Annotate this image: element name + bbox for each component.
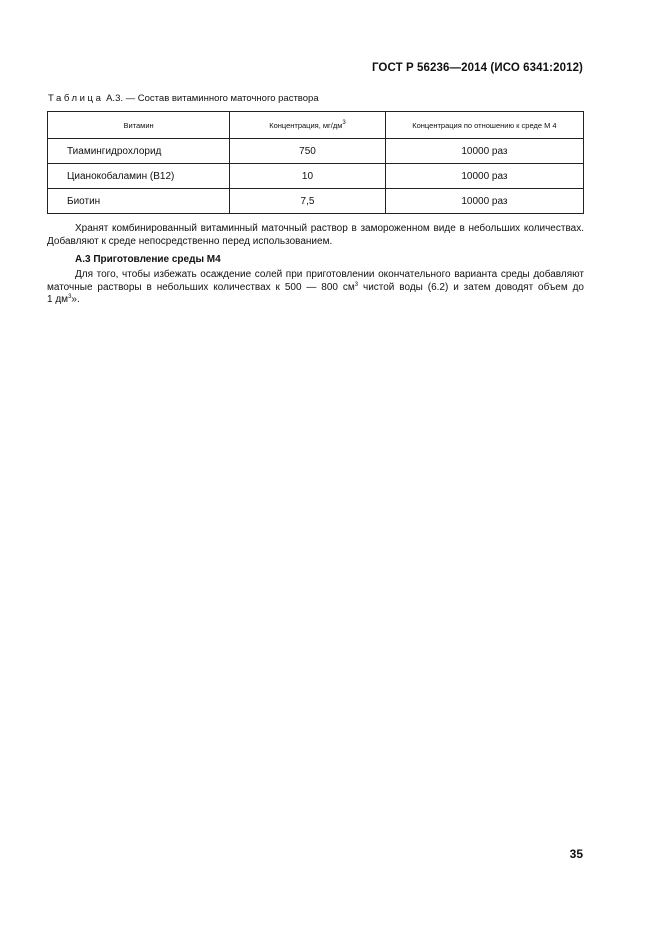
standard-code-header: ГОСТ Р 56236—2014 (ИСО 6341:2012)	[371, 62, 583, 74]
storage-note-line-1: Хранят комбинированный витаминный маточный раствор в замороженном виде в небольших количествах.	[75, 223, 584, 234]
section-a3-title: А.3 Приготовление среды М4	[75, 254, 221, 265]
section-a3-line-3-after: ».	[71, 294, 80, 305]
table-row	[48, 164, 584, 189]
section-a3-line-3-sup: 3	[68, 294, 72, 300]
header-relative: Концентрация по отношению к среде М 4	[385, 112, 583, 139]
cell-vitamin: Цианокобаламин (B12)	[48, 164, 230, 189]
storage-note-paragraph	[47, 223, 584, 248]
cell-relative: 10000 раз	[385, 189, 583, 214]
header-concentration	[230, 112, 386, 139]
section-a3-paragraph	[47, 269, 584, 307]
header-concentration-text: Концентрация, мг/дм	[269, 120, 343, 130]
table-caption	[48, 93, 319, 104]
section-a3-line-2	[47, 282, 584, 295]
section-a3-line-1: Для того, чтобы избежать осаждение солей при приготовлении окончательного варианта среды добавляют	[75, 269, 584, 280]
section-a3-line-3	[47, 294, 584, 307]
vitamin-table	[47, 111, 584, 214]
cell-vitamin: Тиамингидрохлорид	[48, 139, 230, 164]
section-a3-line-2-after: чистой воды (6.2) и затем доводят объем до	[358, 281, 584, 293]
table-caption-text: А.3. — Состав витаминного маточного раствора	[106, 93, 319, 104]
table-row	[48, 139, 584, 164]
section-a3-line-2-sup: 3	[354, 281, 359, 288]
header-vitamin: Витамин	[48, 112, 230, 139]
table-header-row	[48, 112, 584, 139]
cell-relative: 10000 раз	[385, 139, 583, 164]
storage-note-line-2: Добавляют к среде непосредственно перед использованием.	[47, 235, 333, 247]
cell-concentration: 7,5	[230, 189, 386, 214]
section-a3-line-2-before: маточные растворы в небольших количествах к 500 — 800 см	[47, 281, 355, 293]
cell-concentration: 750	[230, 139, 386, 164]
header-concentration-sup: 3	[342, 119, 346, 126]
section-a3-line-3-before: 1 дм	[47, 294, 69, 305]
cell-concentration: 10	[230, 164, 386, 189]
table-row	[48, 189, 584, 214]
cell-vitamin: Биотин	[48, 189, 230, 214]
cell-relative: 10000 раз	[385, 164, 583, 189]
page-number: 35	[569, 847, 583, 861]
table-caption-word: Таблица	[48, 93, 104, 104]
